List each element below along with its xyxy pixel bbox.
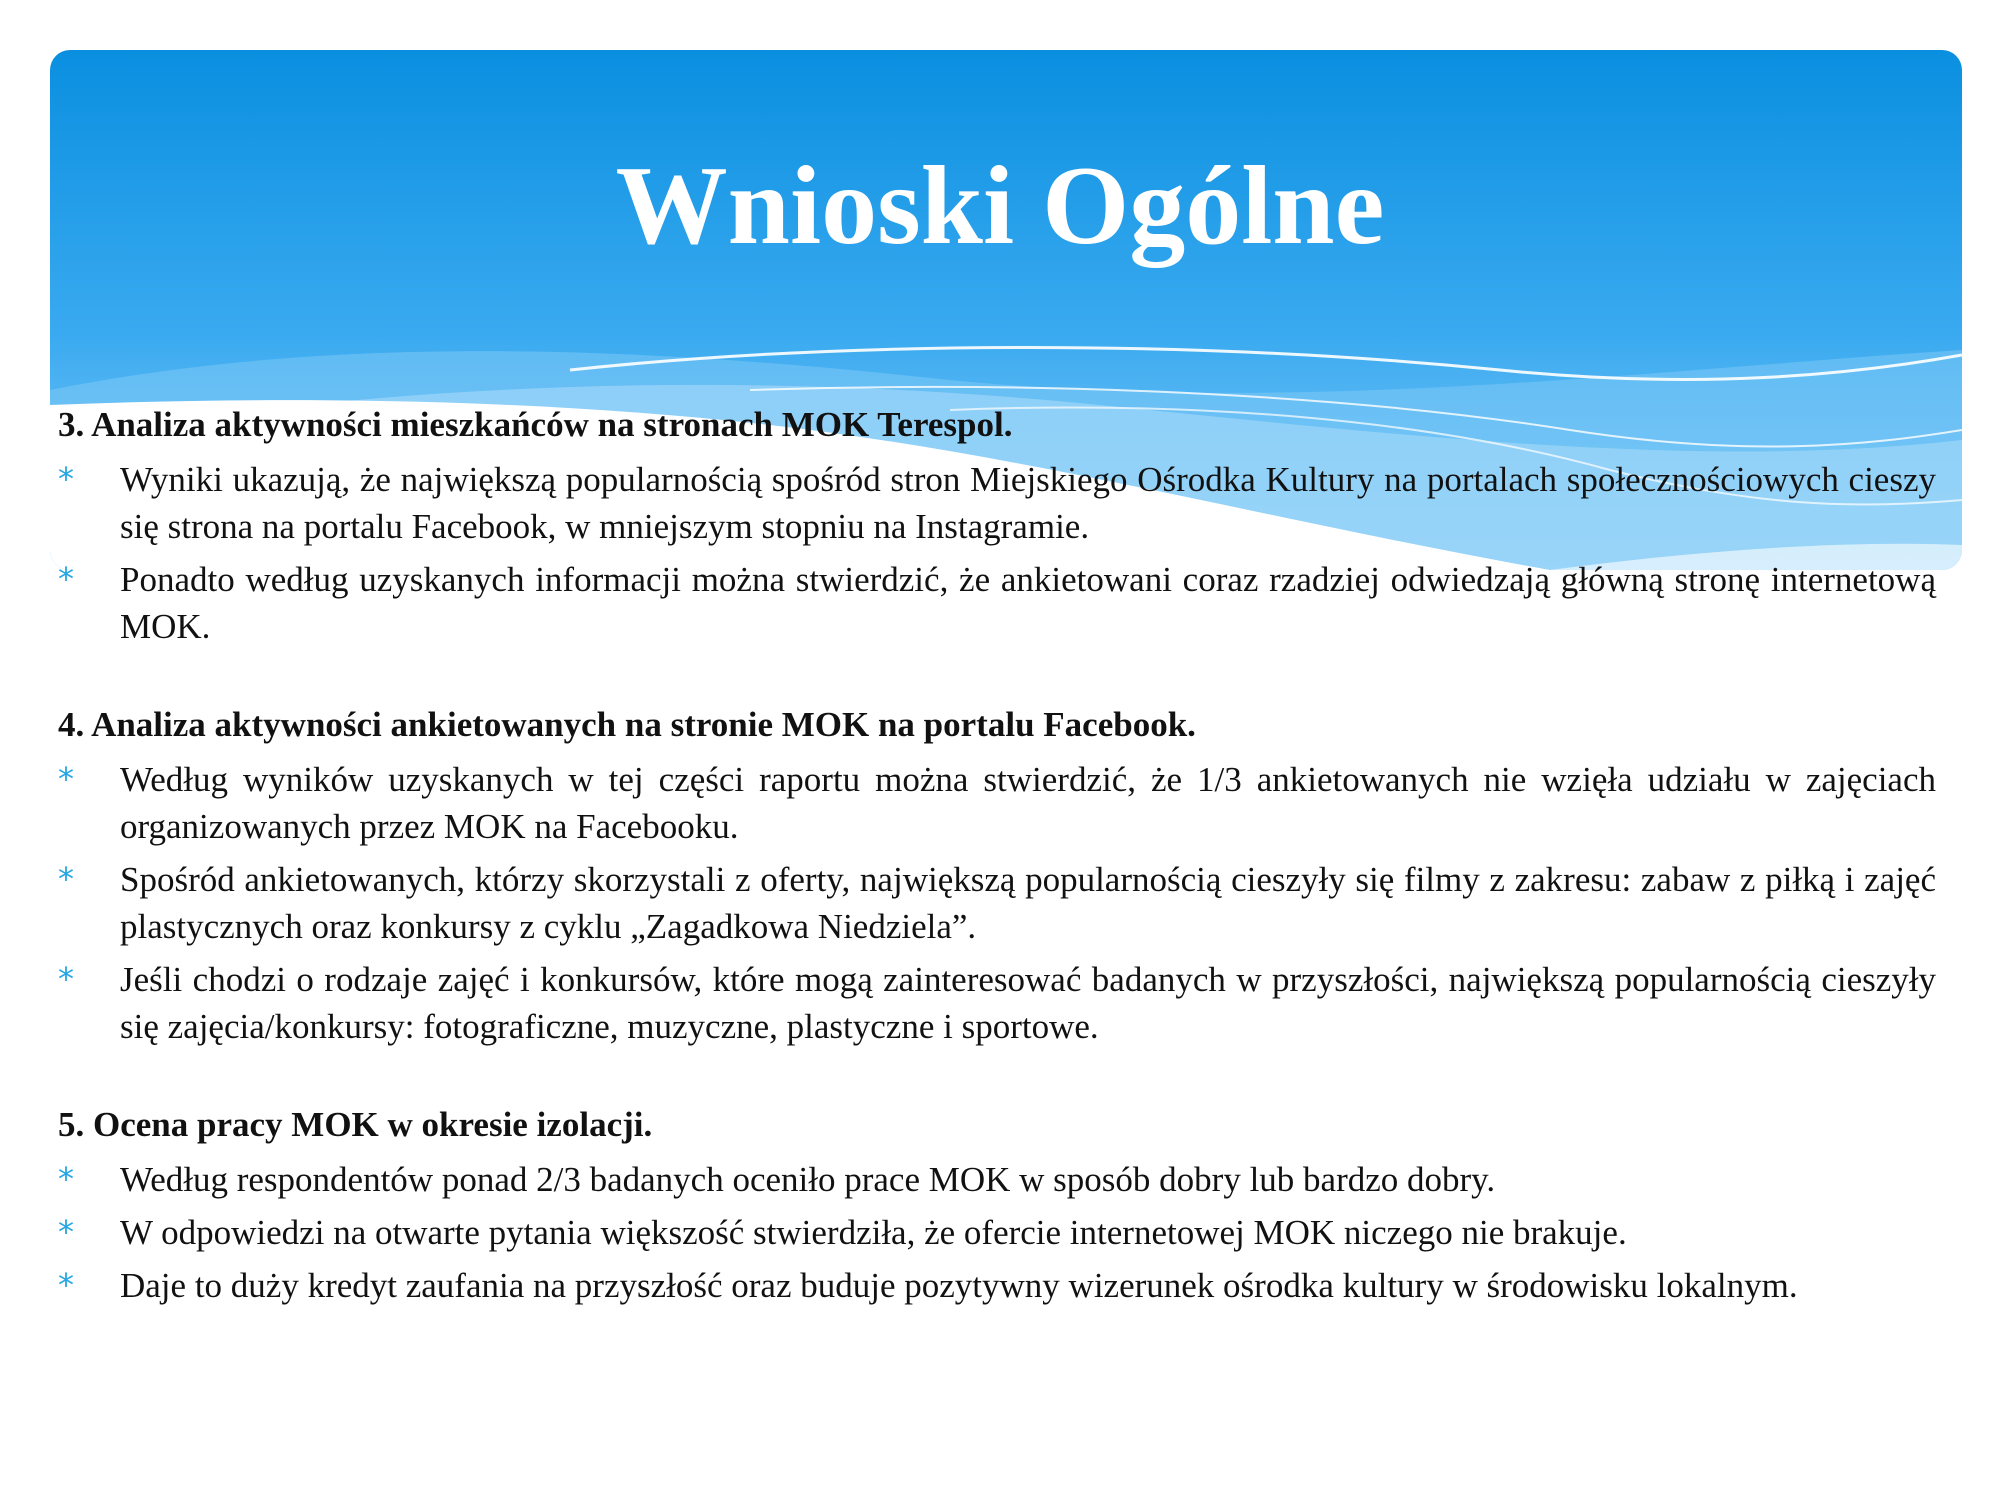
bullet-text: Jeśli chodzi o rodzaje zajęć i konkursów, które mogą zainteresować badanych w przyszłości, największą popularnością cieszyły się zajęcia/konkursy: fotograficzne, muzyczne, plastyczne i sportowe. [120,960,1936,1046]
list-item [58,1209,1936,1256]
bullet-text: Spośród ankietowanych, którzy skorzystali z oferty, największą popularnością cieszyły się filmy z zakresu: zabaw z piłką i zajęć plastycznych oraz konkursy z cyklu „Zagadkowa Niedziela”. [120,860,1936,946]
list-item [58,456,1936,550]
list-item [58,756,1936,850]
asterisk-icon: * [58,1160,74,1198]
slide-title: Wnioski Ogólne [615,144,1385,268]
asterisk-icon: * [58,1213,74,1251]
bullet-list [58,756,1936,1050]
section-heading: 4. Analiza aktywności ankietowanych na stronie MOK na portalu Facebook. [58,705,1196,744]
asterisk-icon: * [58,1266,74,1304]
asterisk-icon: * [58,560,74,598]
list-item [58,1156,1936,1203]
list-item [58,1262,1936,1309]
bullet-text: W odpowiedzi na otwarte pytania większość stwierdziła, że ofercie internetowej MOK niczego nie brakuje. [120,1213,1627,1252]
section-analiza-facebook [58,702,1936,1050]
bullet-text: Według respondentów ponad 2/3 badanych oceniło prace MOK w sposób dobry lub bardzo dobry. [120,1160,1496,1199]
asterisk-icon: * [58,960,74,998]
asterisk-icon: * [58,460,74,498]
bullet-list [58,456,1936,650]
asterisk-icon: * [58,860,74,898]
bullet-text: Ponadto według uzyskanych informacji można stwierdzić, że ankietowani coraz rzadziej odwiedzają główną stronę internetową MOK. [120,560,1936,646]
section-heading: 3. Analiza aktywności mieszkańców na stronach MOK Terespol. [58,405,1013,444]
section-heading: 5. Ocena pracy MOK w okresie izolacji. [58,1105,653,1144]
bullet-text: Według wyników uzyskanych w tej części raportu można stwierdzić, że 1/3 ankietowanych nie wzięła udziału w zajęciach organizowanych przez MOK na Facebooku. [120,760,1936,846]
bullet-list [58,1156,1936,1309]
section-ocena-pracy [58,1102,1936,1309]
asterisk-icon: * [58,760,74,798]
content-body [58,402,1936,1361]
section-analiza-mieszkancow [58,402,1936,650]
list-item [58,856,1936,950]
list-item [58,956,1936,1050]
bullet-text: Wyniki ukazują, że największą popularnością spośród stron Miejskiego Ośrodka Kultury na portalach społecznościowych cieszy się strona na portalu Facebook, w mniejszym stopniu na Instagramie. [120,460,1936,546]
list-item [58,556,1936,650]
bullet-text: Daje to duży kredyt zaufania na przyszłość oraz buduje pozytywny wizerunek ośrodka kultury w środowisku lokalnym. [120,1266,1798,1305]
